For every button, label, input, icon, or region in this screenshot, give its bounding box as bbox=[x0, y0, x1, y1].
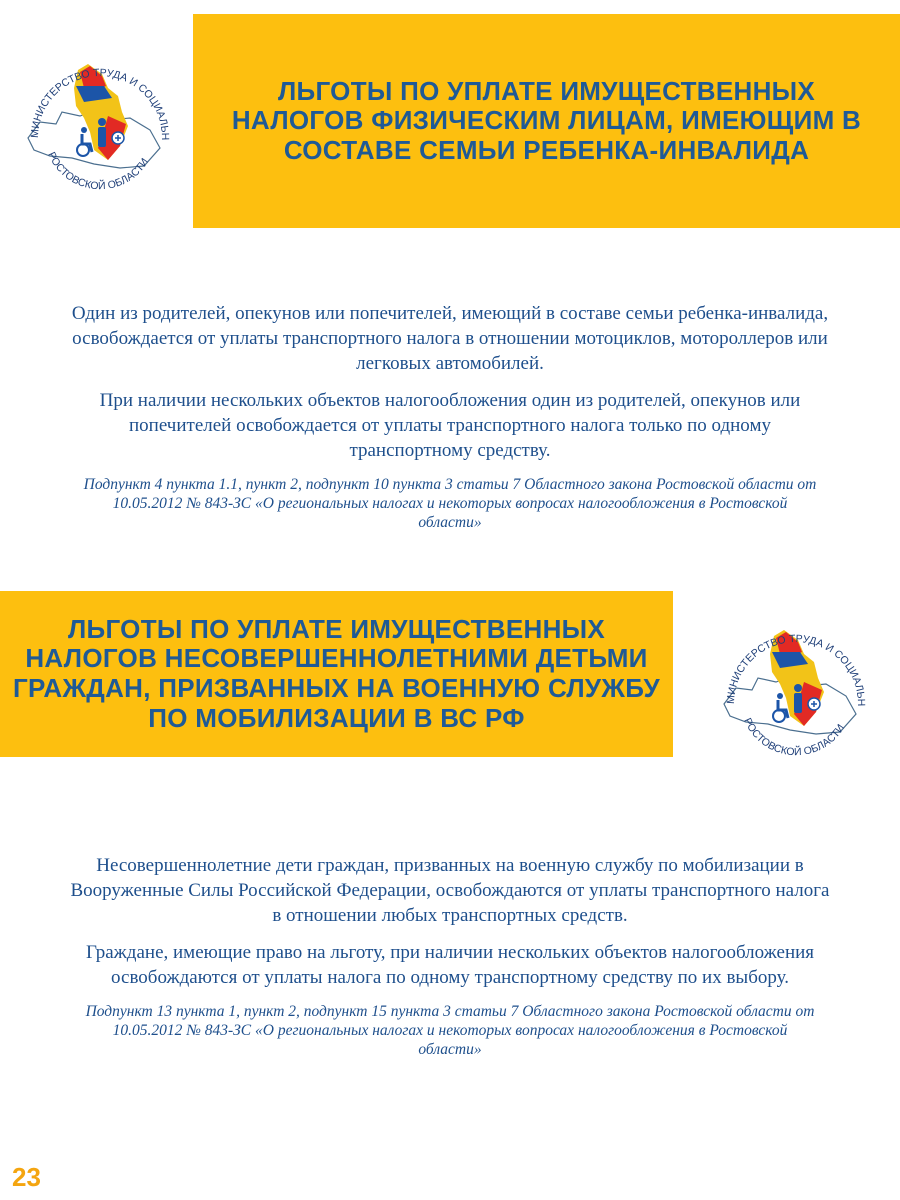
svg-text:РОСТОВСКОЙ ОБЛАСТИ: РОСТОВСКОЙ ОБЛАСТИ bbox=[741, 716, 848, 759]
ministry-logo bbox=[10, 26, 190, 206]
section1-title: ЛЬГОТЫ ПО УПЛАТЕ ИМУЩЕСТВЕННЫХ НАЛОГОВ ФИЗИЧЕСКИМ ЛИЦАМ, ИМЕЮЩИМ В СОСТАВЕ СЕМЬИ РЕБЕНКА-ИНВАЛИДА bbox=[231, 75, 862, 165]
section1-paragraph-2: При наличии нескольких объектов налогообложения один из родителей, опекунов или попечителей освобождается от уплаты транспортного налога только по одному транспортному средству. bbox=[99, 390, 801, 461]
section1-banner bbox=[193, 14, 900, 228]
svg-text:РОСТОВСКОЙ ОБЛАСТИ: РОСТОВСКОЙ ОБЛАСТИ bbox=[45, 150, 152, 193]
section1-citation: Подпункт 4 пункта 1.1, пункт 2, подпункт 10 пункта 3 статьи 7 Областного закона Ростовской области от 10.05.2012 № 843-ЗС «О региональных налогах и некоторых вопросах налогообложения в Ростовской области» bbox=[83, 476, 817, 531]
ministry-logo-2 bbox=[706, 592, 886, 772]
section1-content bbox=[70, 301, 830, 532]
section2-paragraph-1: Несовершеннолетние дети граждан, призванных на военную службу по мобилизации в Вооруженные Силы Российской Федерации, освобождаются от уплаты транспортного налога в отношении любых транспортных средств. bbox=[70, 855, 830, 926]
page-number: 23 bbox=[12, 1162, 41, 1192]
section2-banner bbox=[0, 591, 673, 757]
section1-paragraph-1: Один из родителей, опекунов или попечителей, имеющий в составе семьи ребенка-инвалида, освобождается от уплаты транспортного налога в отношении мотоциклов, мотороллеров или легковых автомобилей. bbox=[71, 303, 829, 374]
section2-content bbox=[70, 853, 830, 1059]
section2-paragraph-2: Граждане, имеющие право на льготу, при наличии нескольких объектов налогообложения освобождаются от уплаты налога по одному транспортному средству по их выбору. bbox=[85, 942, 815, 988]
section2-title: ЛЬГОТЫ ПО УПЛАТЕ ИМУЩЕСТВЕННЫХ НАЛОГОВ НЕСОВЕРШЕННОЛЕТНИМИ ДЕТЬМИ ГРАЖДАН, ПРИЗВАННЫХ НА ВОЕННУЮ СЛУЖБУ ПО МОБИЛИЗАЦИИ В ВС РФ bbox=[12, 613, 661, 733]
section2-citation: Подпункт 13 пункта 1, пункт 2, подпункт 15 пункта 3 статьи 7 Областного закона Ростовской области от 10.05.2012 № 843-ЗС «О региональных налогах и некоторых вопросах налогообложения в Ростовской области» bbox=[85, 1003, 815, 1058]
svg-text:МИНИСТЕРСТВО ТРУДА И СОЦИАЛЬНО: МИНИСТЕРСТВО ТРУДА И СОЦИАЛЬН bbox=[28, 66, 172, 141]
svg-text:МИНИСТЕРСТВО ТРУДА И СОЦИАЛЬНО: МИНИСТЕРСТВО ТРУДА И СОЦИАЛЬН bbox=[724, 632, 868, 707]
